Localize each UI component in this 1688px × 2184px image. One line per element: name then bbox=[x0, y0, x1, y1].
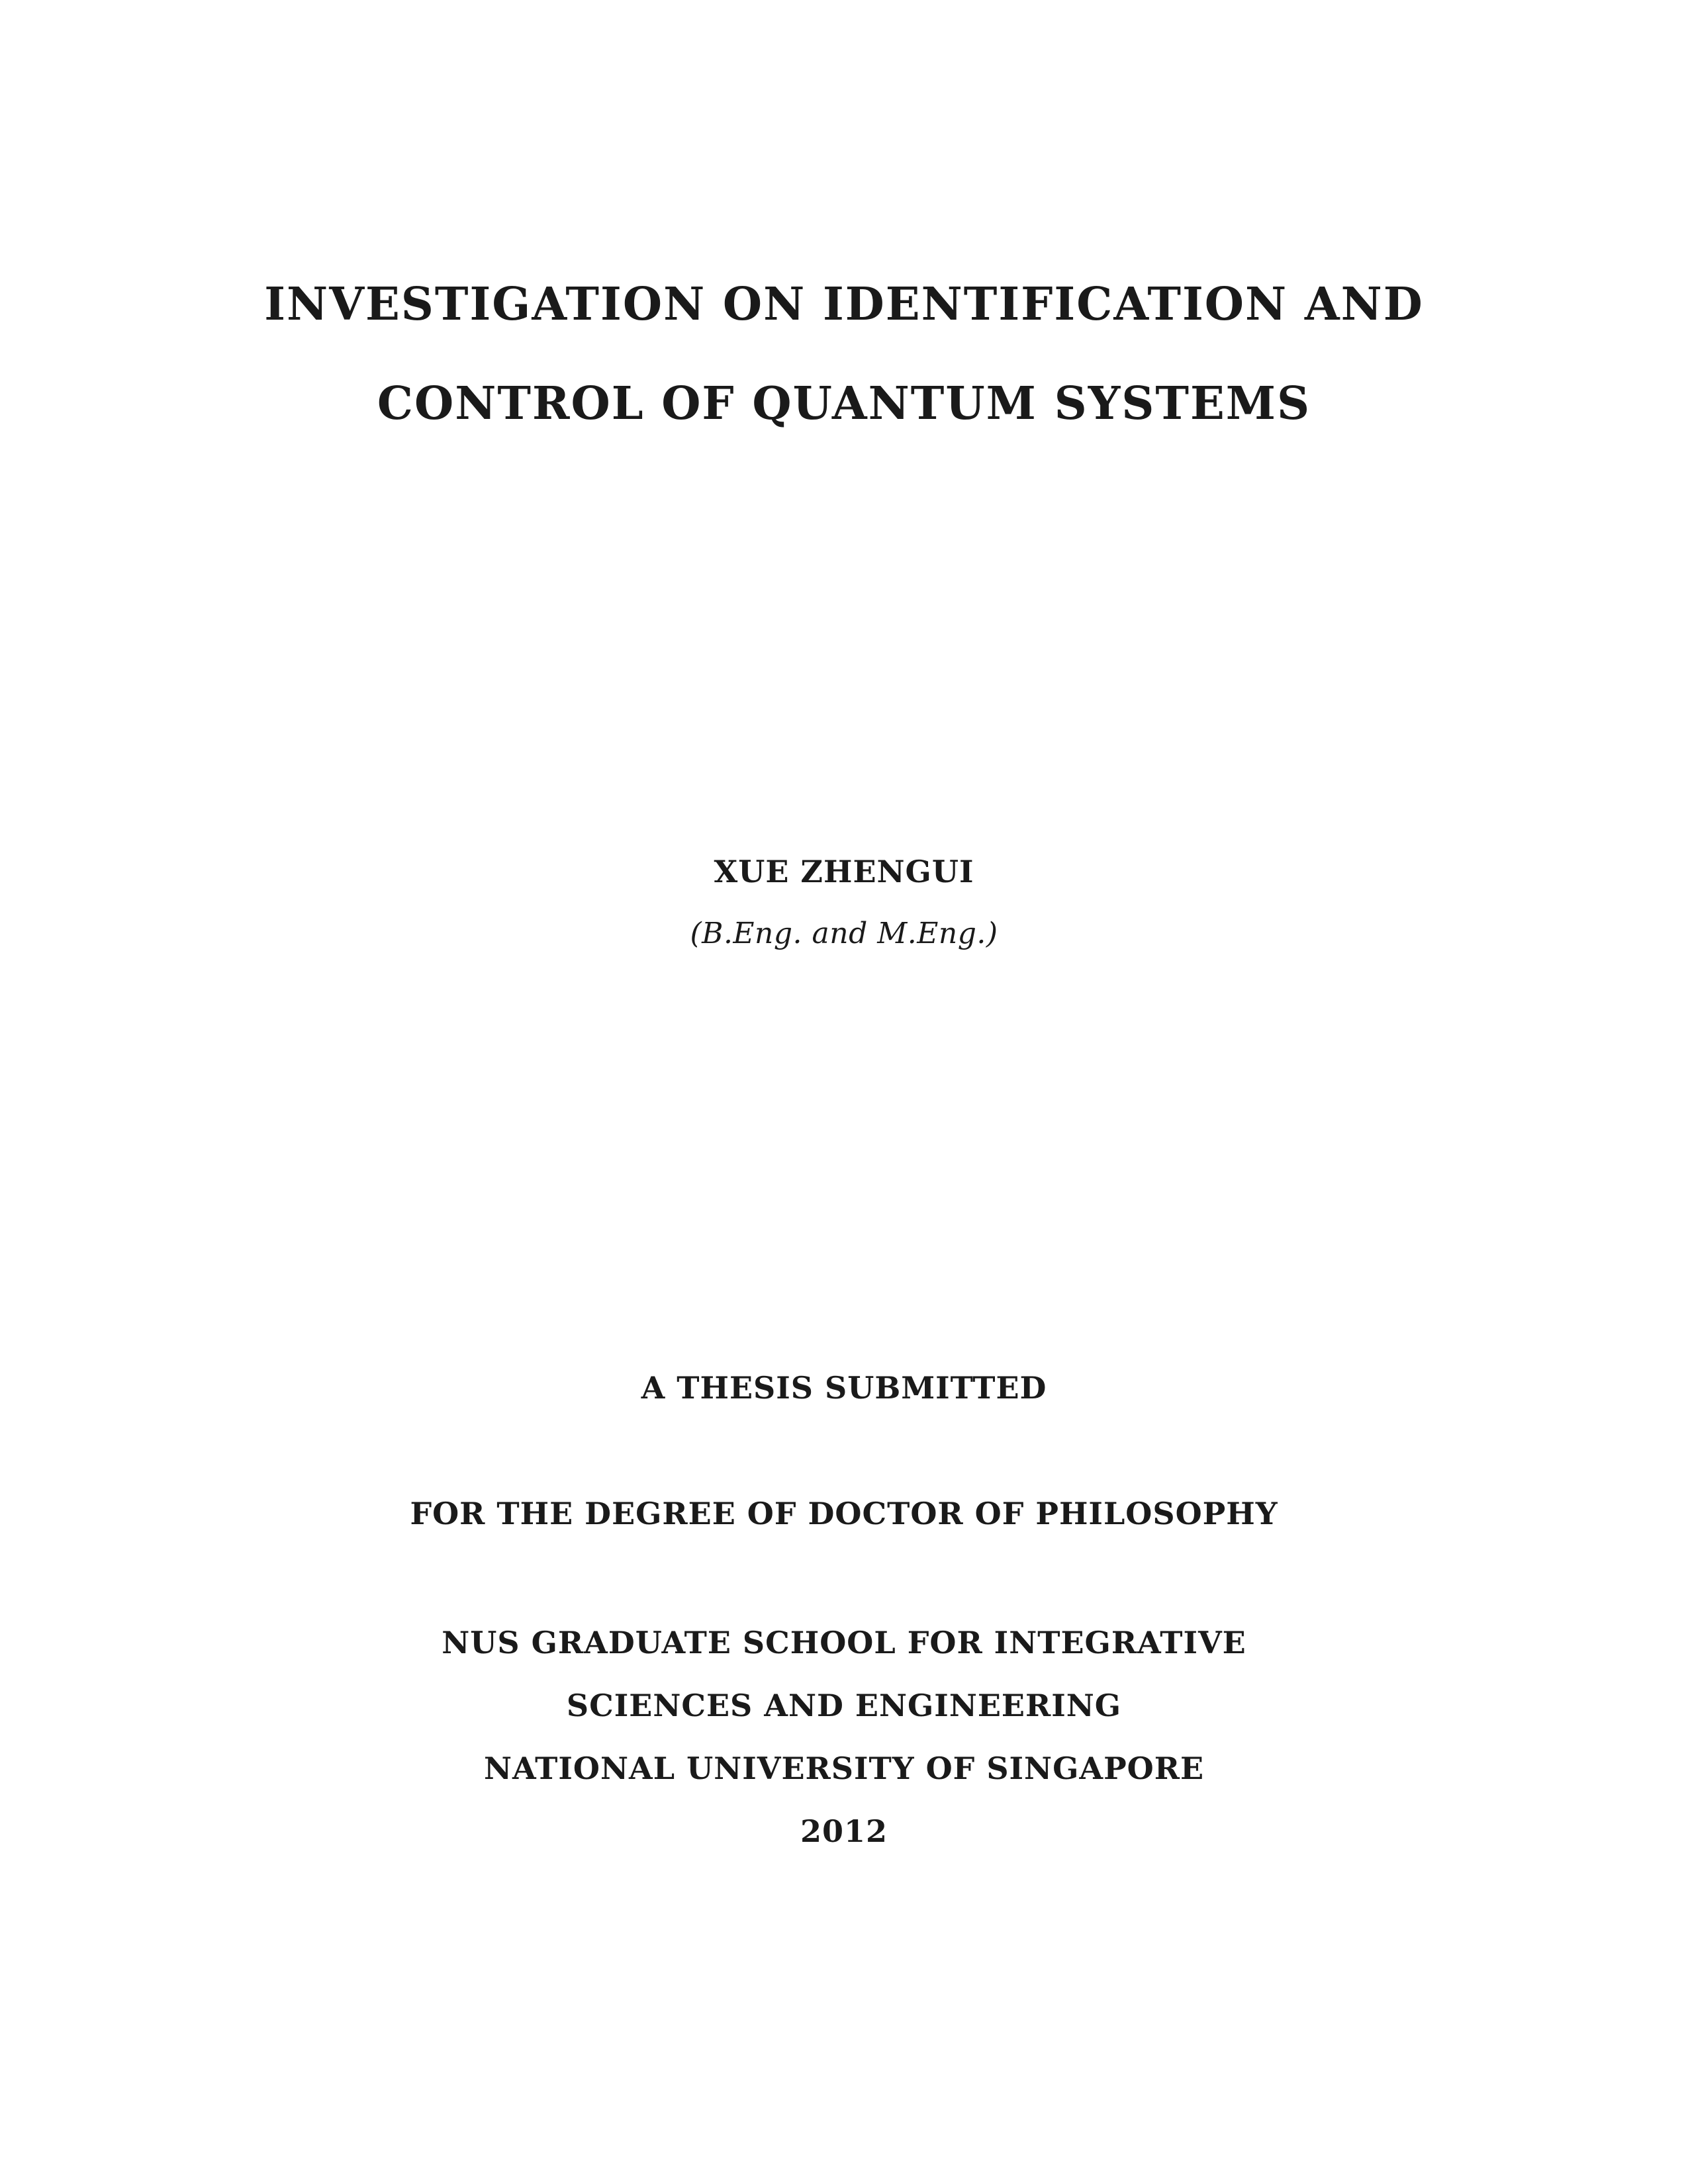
submission-year: 2012 bbox=[800, 1813, 888, 1849]
school-name-line-1: NUS GRADUATE SCHOOL FOR INTEGRATIVE bbox=[442, 1625, 1246, 1661]
thesis-title-line-2: CONTROL OF QUANTUM SYSTEMS bbox=[377, 377, 1311, 430]
university-name: NATIONAL UNIVERSITY OF SINGAPORE bbox=[483, 1751, 1205, 1786]
submission-statement: A THESIS SUBMITTED bbox=[641, 1370, 1047, 1406]
thesis-title-line-1: INVESTIGATION ON IDENTIFICATION AND bbox=[264, 278, 1424, 331]
school-name-line-2: SCIENCES AND ENGINEERING bbox=[566, 1688, 1122, 1723]
degree-statement: FOR THE DEGREE OF DOCTOR OF PHILOSOPHY bbox=[410, 1496, 1278, 1531]
author-name: XUE ZHENGUI bbox=[714, 854, 974, 889]
author-degrees: (B.Eng. and M.Eng.) bbox=[690, 917, 998, 950]
